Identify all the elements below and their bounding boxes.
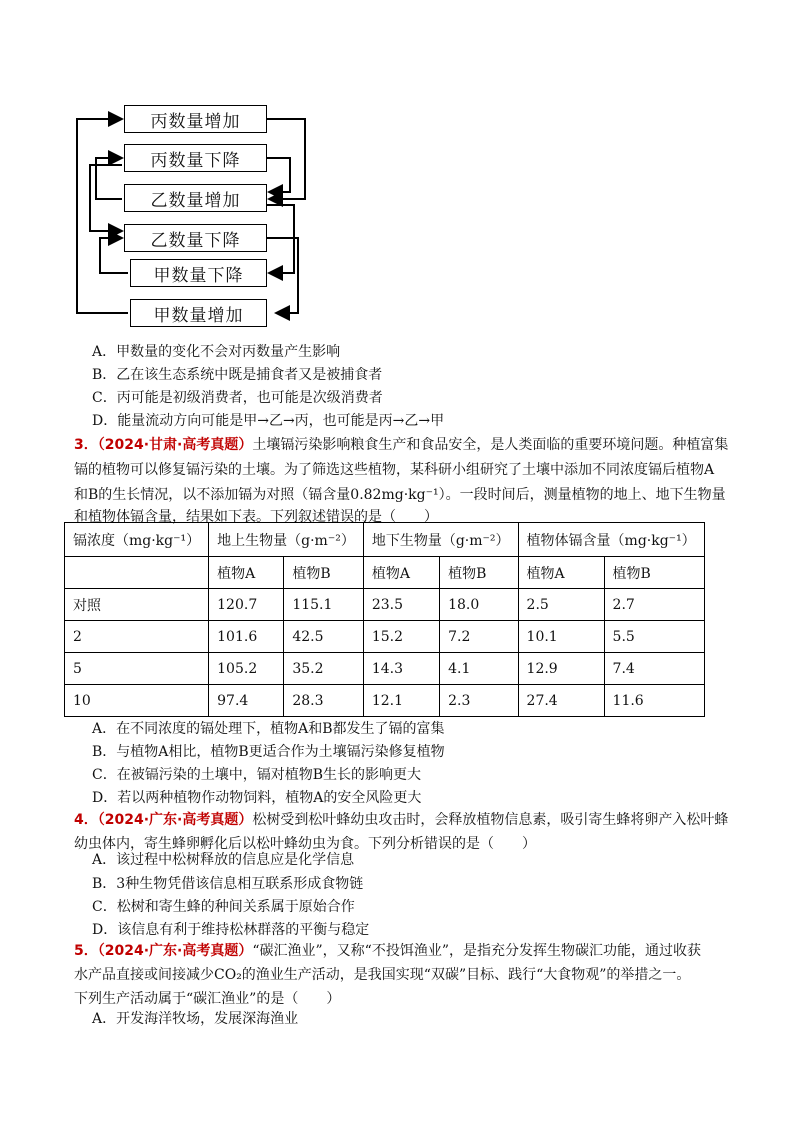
- table-cell: 5: [65, 653, 209, 685]
- table-cell: 对照: [65, 589, 209, 621]
- q3-text-2: 镉的植物可以修复镉污染的土壤。为了筛选这些植物，某科研小组研究了土壤中添加不同浓度镉后植物A: [74, 462, 715, 478]
- q4-option-b: B．3种生物凭借该信息相互联系形成食物链: [92, 876, 364, 892]
- q2-option-b: B．乙在该生态系统中既是捕食者又是被捕食者: [92, 367, 383, 383]
- table-cell: 2: [65, 621, 209, 653]
- q2-option-a: A．甲数量的变化不会对丙数量产生影响: [92, 344, 341, 360]
- q5-option-a: A．开发海洋牧场，发展深海渔业: [92, 1011, 299, 1027]
- q4-source: （2024·广东·高考真题）: [97, 812, 253, 828]
- table-cell: 10: [65, 685, 209, 717]
- table-cell: 2.5: [518, 589, 604, 621]
- table-subheader-cell: 植物A: [518, 557, 604, 589]
- diagram-box-jia-increase: 甲数量增加: [130, 299, 267, 327]
- table-row: [65, 589, 705, 621]
- table-cell: 11.6: [604, 685, 704, 717]
- q3-option-d: D．若以两种植物作动物饲料，植物A的安全风险更大: [92, 790, 422, 806]
- table-cell: 5.5: [604, 621, 704, 653]
- q2-option-c: C．丙可能是初级消费者，也可能是次级消费者: [92, 390, 383, 406]
- table-cell: 115.1: [284, 589, 364, 621]
- q4-number: 4．: [74, 812, 98, 828]
- table-row: [65, 685, 705, 717]
- table-cell: 15.2: [363, 621, 439, 653]
- table-cell: 101.6: [209, 621, 284, 653]
- table-subheader-row: [65, 557, 705, 589]
- q5-number: 5．: [74, 943, 98, 959]
- table-cell: 120.7: [209, 589, 284, 621]
- q2-option-d: D．能量流动方向可能是甲→乙→丙，也可能是丙→乙→甲: [92, 413, 445, 429]
- q3-text-3: 和B的生长情况，以不添加镉为对照（镉含量0.82mg·kg⁻¹）。一段时间后，测量植物的地上、地下生物量: [74, 487, 726, 503]
- table-subheader-cell: 植物B: [440, 557, 518, 589]
- table-cell: 35.2: [284, 653, 364, 685]
- table-cell: 27.4: [518, 685, 604, 717]
- q3-text-1: 土壤镉污染影响粮食生产和食品安全，是人类面临的重要环境问题。种植富集: [252, 437, 729, 453]
- table-cell: 12.1: [363, 685, 439, 717]
- table-cell: 7.4: [604, 653, 704, 685]
- q4-text-2: 幼虫体内，寄生蜂卵孵化后以松叶蜂幼虫为食。下列分析错误的是（ ）: [74, 836, 536, 852]
- table-subheader-cell: 植物B: [604, 557, 704, 589]
- table-cell: 18.0: [440, 589, 518, 621]
- q4-option-a: A．该过程中松树释放的信息应是化学信息: [92, 852, 355, 868]
- q5-line-1: [74, 939, 734, 964]
- table-cell: 10.1: [518, 621, 604, 653]
- table-cell: 42.5: [284, 621, 364, 653]
- table-cell: 97.4: [209, 685, 284, 717]
- diagram-box-yi-decrease: 乙数量下降: [124, 224, 267, 252]
- q4-option-d: D．该信息有利于维持松林群落的平衡与稳定: [92, 922, 370, 938]
- table-header-cell: 地上生物量（g·m⁻²）: [209, 523, 364, 557]
- table-cell: 2.3: [440, 685, 518, 717]
- q3-option-b: B．与植物A相比，植物B更适合作为土壤镉污染修复植物: [92, 744, 445, 760]
- q3-number: 3．: [74, 437, 98, 453]
- q3-source: （2024·甘肃·高考真题）: [97, 437, 253, 453]
- cadmium-table: [64, 522, 705, 717]
- diagram-box-bing-increase: 丙数量增加: [124, 105, 267, 133]
- diagram-box-jia-decrease: 甲数量下降: [130, 259, 267, 287]
- table-row: [65, 621, 705, 653]
- q5-text-3: 下列生产活动属于“碳汇渔业”的是（ ）: [74, 991, 341, 1007]
- q5-text-1: “碳汇渔业”，又称“不投饵渔业”，是指充分发挥生物碳汇功能，通过收获: [252, 943, 701, 959]
- q3-text-4: 和植物体镉含量，结果如下表。下列叙述错误的是（ ）: [74, 509, 438, 525]
- table-header-cell: 植物体镉含量（mg·kg⁻¹）: [518, 523, 704, 557]
- table-cell: 4.1: [440, 653, 518, 685]
- table-subheader-cell: 植物B: [284, 557, 364, 589]
- table-cell: 14.3: [363, 653, 439, 685]
- q5-source: （2024·广东·高考真题）: [97, 943, 253, 959]
- table-cell: 105.2: [209, 653, 284, 685]
- table-cell: 2.7: [604, 589, 704, 621]
- population-flow-diagram: [60, 92, 320, 332]
- table-cell: 7.2: [440, 621, 518, 653]
- q4-option-c: C．松树和寄生蜂的种间关系属于原始合作: [92, 899, 355, 915]
- q4-line-1: [74, 808, 734, 833]
- table-subheader-cell: 植物A: [209, 557, 284, 589]
- q3-option-c: C．在被镉污染的土壤中，镉对植物B生长的影响更大: [92, 767, 421, 783]
- table-header-row: [65, 523, 705, 557]
- diagram-box-bing-decrease: 丙数量下降: [124, 144, 267, 172]
- q3-option-a: A．在不同浓度的镉处理下，植物A和B都发生了镉的富集: [92, 721, 445, 737]
- table-subheader-cell: [65, 557, 209, 589]
- table-cell: 28.3: [284, 685, 364, 717]
- table-header-cell: 镉浓度（mg·kg⁻¹）: [65, 523, 209, 557]
- diagram-box-yi-increase: 乙数量增加: [124, 184, 267, 212]
- table-cell: 12.9: [518, 653, 604, 685]
- table-header-cell: 地下生物量（g·m⁻²）: [363, 523, 518, 557]
- q5-text-2: 水产品直接或间接减少CO₂的渔业生产活动，是我国实现“双碳”目标、践行“大食物观”的举措之一。: [74, 967, 691, 983]
- table-cell: 23.5: [363, 589, 439, 621]
- q3-line-1: [74, 433, 734, 458]
- table-row: [65, 653, 705, 685]
- q4-text-1: 松树受到松叶蜂幼虫攻击时，会释放植物信息素，吸引寄生蜂将卵产入松叶蜂: [252, 812, 729, 828]
- table-subheader-cell: 植物A: [363, 557, 439, 589]
